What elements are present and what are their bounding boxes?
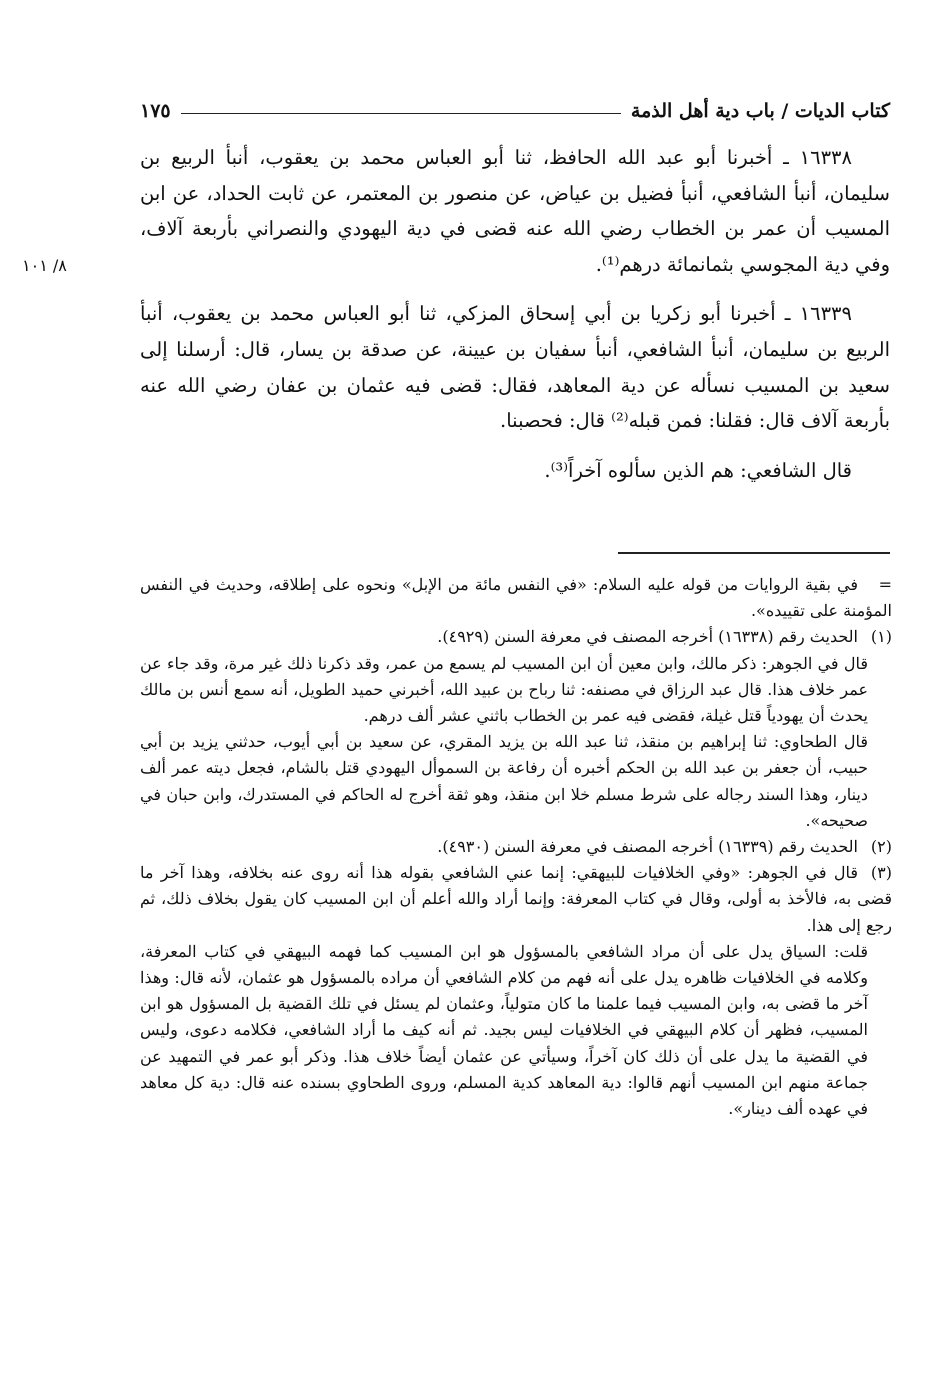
page-number: ١٧٥ bbox=[140, 100, 171, 122]
footnote-1-jawhar: قال في الجوهر: ذكر مالك، وابن معين أن ابن المسيب لم يسمع من عمر، وقد ذكرنا ذلك غير مرة، وقد جاء عن عمر خلاف هذا. قال عبد الرزاق في مصنفه: ثنا رباح بن عبيد الله، أخبرني حميد الطويل، أنه سمع أنس بن مالك يحدث أن يهودياً قتل غيلة، فقضى فيه عمر بن الخطاب باثني عشر ألف درهم. bbox=[140, 653, 868, 726]
footnote-3 bbox=[140, 860, 892, 939]
footnote-1-tahawi: قال الطحاوي: ثنا إبراهيم بن منقذ، ثنا عبد الله بن يزيد المقري، عن سعيد بن أبي أيوب، حدثني يزيد بن أبي حبيب، أن جعفر بن عبد الله بن الحكم أخبره أن رفاعة بن السموأل اليهودي قتل بالشام، فجعل ديته عمر ألف دينار، وهذا السند رجاله على شرط مسلم خلا ابن منقذ، وهو ثقة أخرج له الحاكم في المستدرك، وابن حبان في صحيحه». bbox=[140, 732, 869, 830]
footnote-text: قال في الجوهر: «وفي الخلافيات للبيهقي: إنما عني الشافعي بقوله هذا أنه روى عنه بخلافه، وهذا آخر ما قضى به، فالأخذ به أولى، وقال في كتاب المعرفة: وإنما أراد والله أعلم أن ابن المسيب كان يقول بخلاف ذلك، ثم رجع إلى هذا. bbox=[140, 863, 892, 935]
main-text bbox=[140, 140, 890, 502]
footnote-separator bbox=[618, 552, 890, 554]
footnote-label: (٣) bbox=[870, 863, 892, 883]
chapter-title: كتاب الديات / باب دية أهل الذمة bbox=[630, 100, 890, 122]
footnote-label: (٢) bbox=[870, 837, 892, 857]
footnote-text: الحديث رقم (١٦٣٣٩) أخرجه المصنف في معرفة السنن (٤٩٣٠). bbox=[437, 837, 858, 857]
footnotes bbox=[140, 572, 892, 1122]
footnote-label: = bbox=[878, 575, 892, 594]
margin-reference: ٨/ ١٠١ bbox=[22, 256, 67, 275]
running-header bbox=[140, 92, 890, 122]
footnote-3-commentary: قلت: السياق يدل على أن مراد الشافعي بالمسؤول هو ابن المسيب كما فهمه البيهقي في كتاب المعرفة، وكلامه في الخلافيات ظاهره يدل على أنه فهم من كلام الشافعي أن مراده بالمسؤول هو عثمان، لأنه قال: وهذا آخر ما قضى به، وابن المسيب فيما علمنا ما كان متولياً، وعثمان لم يسئل في تلك القضية بل المسؤول هو ابن المسيب، فظهر أن كلام البيهقي في الخلافيات ليس بجيد. ثم أنه كيف ما أراد الشافعي، فكلامه دعوى، وليس في القضية ما يدل على أن ذلك كان آخراً، وسيأتي عن عثمان أيضاً خلاف هذا. وذكر أبو عمر في التمهيد عن جماعة منهم ابن المسيب أنهم قالوا: دية المعاهد كدية المسلم، وروى الطحاوي بسنده عنه قال: دية كل معاهد في عهده ألف دينار». bbox=[140, 941, 868, 1119]
hadith-16339: ١٦٣٣٩ ـ أخبرنا أبو زكريا بن أبي إسحاق المزكي، ثنا أبو العباس محمد بن يعقوب، أنبأ الربيع بن سليمان، أنبأ الشافعي، أنبأ سفيان بن عيينة، عن صدقة بن يسار، قال: أرسلنا إلى سعيد بن المسيب نسأله عن دية المعاهد، فقال: قضى فيه عثمان بن عفان رضي الله عنه بأربعة آلاف قال: فقلنا: فمن قبله⁽²⁾ قال: فحصبنا. bbox=[140, 302, 890, 433]
footnote-2 bbox=[140, 834, 892, 860]
footnote-continuation bbox=[140, 572, 892, 624]
shafii-comment: قال الشافعي: هم الذين سألوه آخراً⁽³⁾. bbox=[544, 458, 852, 482]
footnote-label: (١) bbox=[870, 627, 892, 647]
hadith-16338: ١٦٣٣٨ ـ أخبرنا أبو عبد الله الحافظ، ثنا أبو العباس محمد بن يعقوب، أنبأ الربيع بن سليمان، أنبأ الشافعي، أنبأ فضيل بن عياض، عن منصور بن المعتمر، عن ثابت الحداد، عن ابن المسيب أن عمر بن الخطاب رضي الله عنه قضى في دية اليهودي والنصراني بأربعة آلاف، وفي دية المجوسي بثمانمائة درهم⁽¹⁾. bbox=[140, 146, 890, 276]
footnote-1 bbox=[140, 624, 892, 650]
footnote-text: في بقية الروايات من قوله عليه السلام: «في النفس مائة من الإبل» ونحوه على إطلاقه، وحديث في النفس المؤمنة على تقييده». bbox=[140, 575, 892, 621]
header-rule bbox=[181, 113, 621, 114]
footnote-text: الحديث رقم (١٦٣٣٨) أخرجه المصنف في معرفة السنن (٤٩٢٩). bbox=[437, 627, 858, 647]
